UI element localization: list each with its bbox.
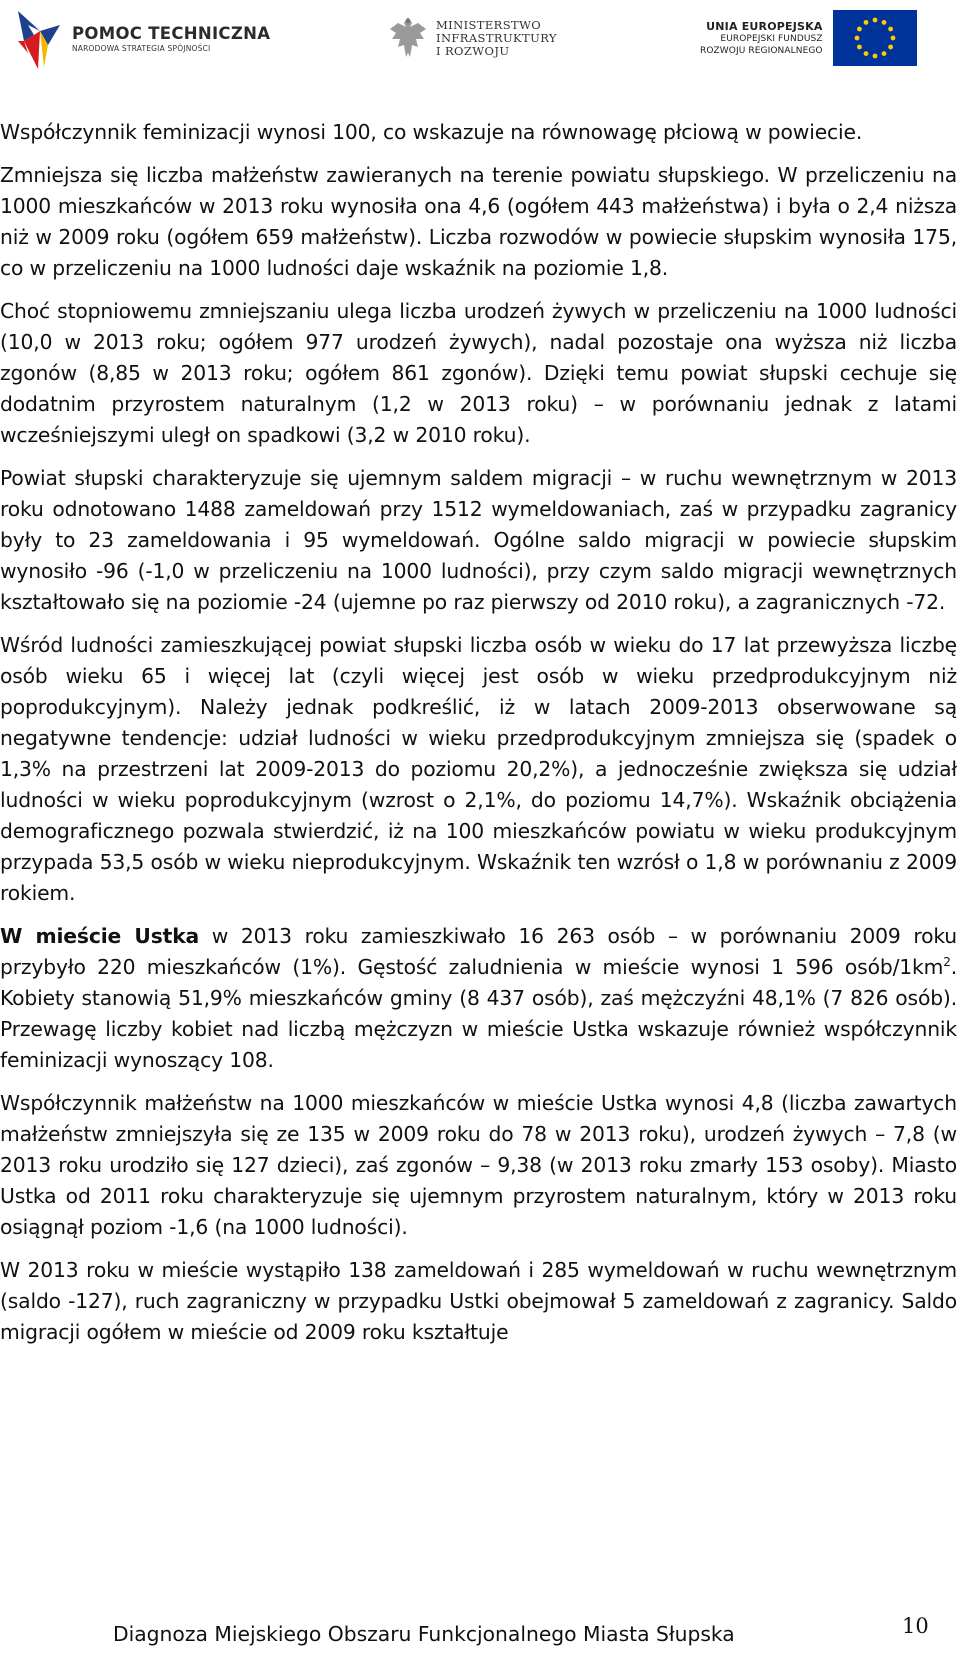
document-body <box>0 117 957 1360</box>
eu-logo <box>700 8 917 68</box>
paragraph-age-structure: Wśród ludności zamieszkującej powiat słupski liczba osób w wieku do 17 lat przewyższa liczbę osób wieku 65 i więcej lat (czyli więcej jest osób w wieku przedprodukcyjnym niż poprodukcyjnym). Należy jednak podkreślić, iż w latach 2009-2013 obserwowane są negatywne tendencje: udział ludności w wieku przedprodukcyjnym zmniejsza się (spadek o 1,3% na przestrzeni lat 2009-2013 do poziomu 20,2%), a jednocześnie zwiększa się udział ludności w wieku poprodukcyjnym (wzrost o 2,1%, do poziomu 14,7%). Wskaźnik obciążenia demograficznego pozwala stwierdzić, iż na 100 mieszkańców powiatu w wieku produkcyjnym przypada 53,5 osób w wieku nieprodukcyjnym. Wskaźnik ten wzrósł o 1,8 w porównaniu z 2009 rokiem. <box>0 633 957 905</box>
ustka-bold-lead: W mieście Ustka <box>0 924 200 948</box>
eu-text <box>700 20 823 57</box>
white-eagle-emblem-icon <box>388 13 428 63</box>
ustka-superscript: 2 <box>943 955 951 970</box>
paragraph-migration: Powiat słupski charakteryzuje się ujemnym saldem migracji – w ruchu wewnętrznym w 2013 roku odnotowano 1488 zameldowań przy 1512 wymeldowaniach, zaś w przypadku zagranicy były to 23 zameldowania i 95 wymeldowań. Ogólne saldo migracji w powiecie słupskim wynosiło -96 (-1,0 w przeliczeniu na 1000 ludności), przy czym saldo migracji wewnętrznych kształtowało się na poziomie -24 (ujemne po raz pierwszy od 2010 roku), a zagranicznych -72. <box>0 466 957 614</box>
eu-title: UNIA EUROPEJSKA <box>706 19 823 33</box>
ministry-text <box>436 19 557 58</box>
ustka-text-a: w 2013 roku zamieszkiwało 16 263 osób – w porównaniu 2009 roku przybyło 220 mieszkańców (1%). Gęstość zaludnienia w mieście wynosi 1 596 osób/1km <box>0 924 957 979</box>
eu-fund-line-2: ROZWOJU REGIONALNEGO <box>700 45 823 56</box>
ministry-line-1: MINISTERSTWO <box>436 17 542 32</box>
paragraph-ustka-population <box>0 921 957 1076</box>
pomoc-techniczna-title: POMOC TECHNICZNA <box>72 23 271 43</box>
ministry-line-3: I ROZWOJU <box>436 43 510 58</box>
pomoc-techniczna-subtitle: NARODOWA STRATEGIA SPÓJNOŚCI <box>72 43 211 53</box>
paragraph-ustka-vital-stats: Współczynnik małżeństw na 1000 mieszkańców w mieście Ustka wynosi 4,8 (liczba zawartych małżeństw zmniejszyła się ze 135 w 2009 roku do 78 w 2013 roku), urodzeń żywych – 7,8 (w 2013 roku urodziło się 127 dzieci), zaś zgonów – 9,38 (w 2013 roku zmarły 153 osoby). Miasto Ustka od 2011 roku charakteryzuje się ujemnym przyrostem naturalnym, który w 2013 roku osiągnął poziom -1,6 (na 1000 ludności). <box>0 1091 957 1239</box>
page-header <box>0 0 960 78</box>
paragraph-births: Choć stopniowemu zmniejszaniu ulega liczba urodzeń żywych w przeliczeniu na 1000 ludności (10,0 w 2013 roku; ogółem 977 urodzeń żywych), nadal pozostaje ona wyższa niż liczba zgonów (8,85 w 2013 roku; ogółem 861 zgonów). Dzięki temu powiat słupski cechuje się dodatnim przyrostem naturalnym (1,2 w 2013 roku) – w porównaniu jednak z latami wcześniejszymi uległ on spadkowi (3,2 w 2010 roku). <box>0 299 957 447</box>
paragraph-marriages: Zmniejsza się liczba małżeństw zawieranych na terenie powiatu słupskiego. W przeliczeniu na 1000 mieszkańców w 2013 roku wynosiła ona 4,6 (ogółem 443 małżeństwa) i była o 2,4 niższa niż w 2009 roku (ogółem 659 małżeństw). Liczba rozwodów w powiecie słupskim wynosiła 175, co w przeliczeniu na 1000 ludności daje wskaźnik na poziomie 1,8. <box>0 163 957 280</box>
paragraph-ustka-migration: W 2013 roku w mieście wystąpiło 138 zameldowań i 285 wymeldowań w ruchu wewnętrznym (saldo -127), ruch zagraniczny w przypadku Ustki obejmował 5 zameldowań z zagranicy. Saldo migracji ogółem w mieście od 2009 roku kształtuje <box>0 1258 957 1344</box>
ministry-logo <box>388 10 557 66</box>
page-number: 10 <box>902 1614 929 1638</box>
eu-fund-line-1: EUROPEJSKI FUNDUSZ <box>720 33 823 44</box>
paragraph-feminization: Współczynnik feminizacji wynosi 100, co wskazuje na równowagę płciową w powiecie. <box>0 120 863 144</box>
footer-title: Diagnoza Miejskiego Obszaru Funkcjonalnego Miasta Słupska <box>113 1622 735 1646</box>
eu-flag-icon <box>833 10 917 66</box>
star-logo-icon <box>14 5 64 71</box>
ministry-line-2: INFRASTRUKTURY <box>436 30 557 45</box>
pomoc-techniczna-text <box>72 24 270 53</box>
pomoc-techniczna-logo <box>14 2 270 74</box>
ustka-text-b: . Kobiety stanowią 51,9% mieszkańców gminy (8 437 osób), zaś mężczyźni 48,1% (7 826 osób). Przewagę liczby kobiet nad liczbą mężczyzn w mieście Ustka wskazuje również współczynnik feminizacji wynoszący 108. <box>0 955 957 1072</box>
